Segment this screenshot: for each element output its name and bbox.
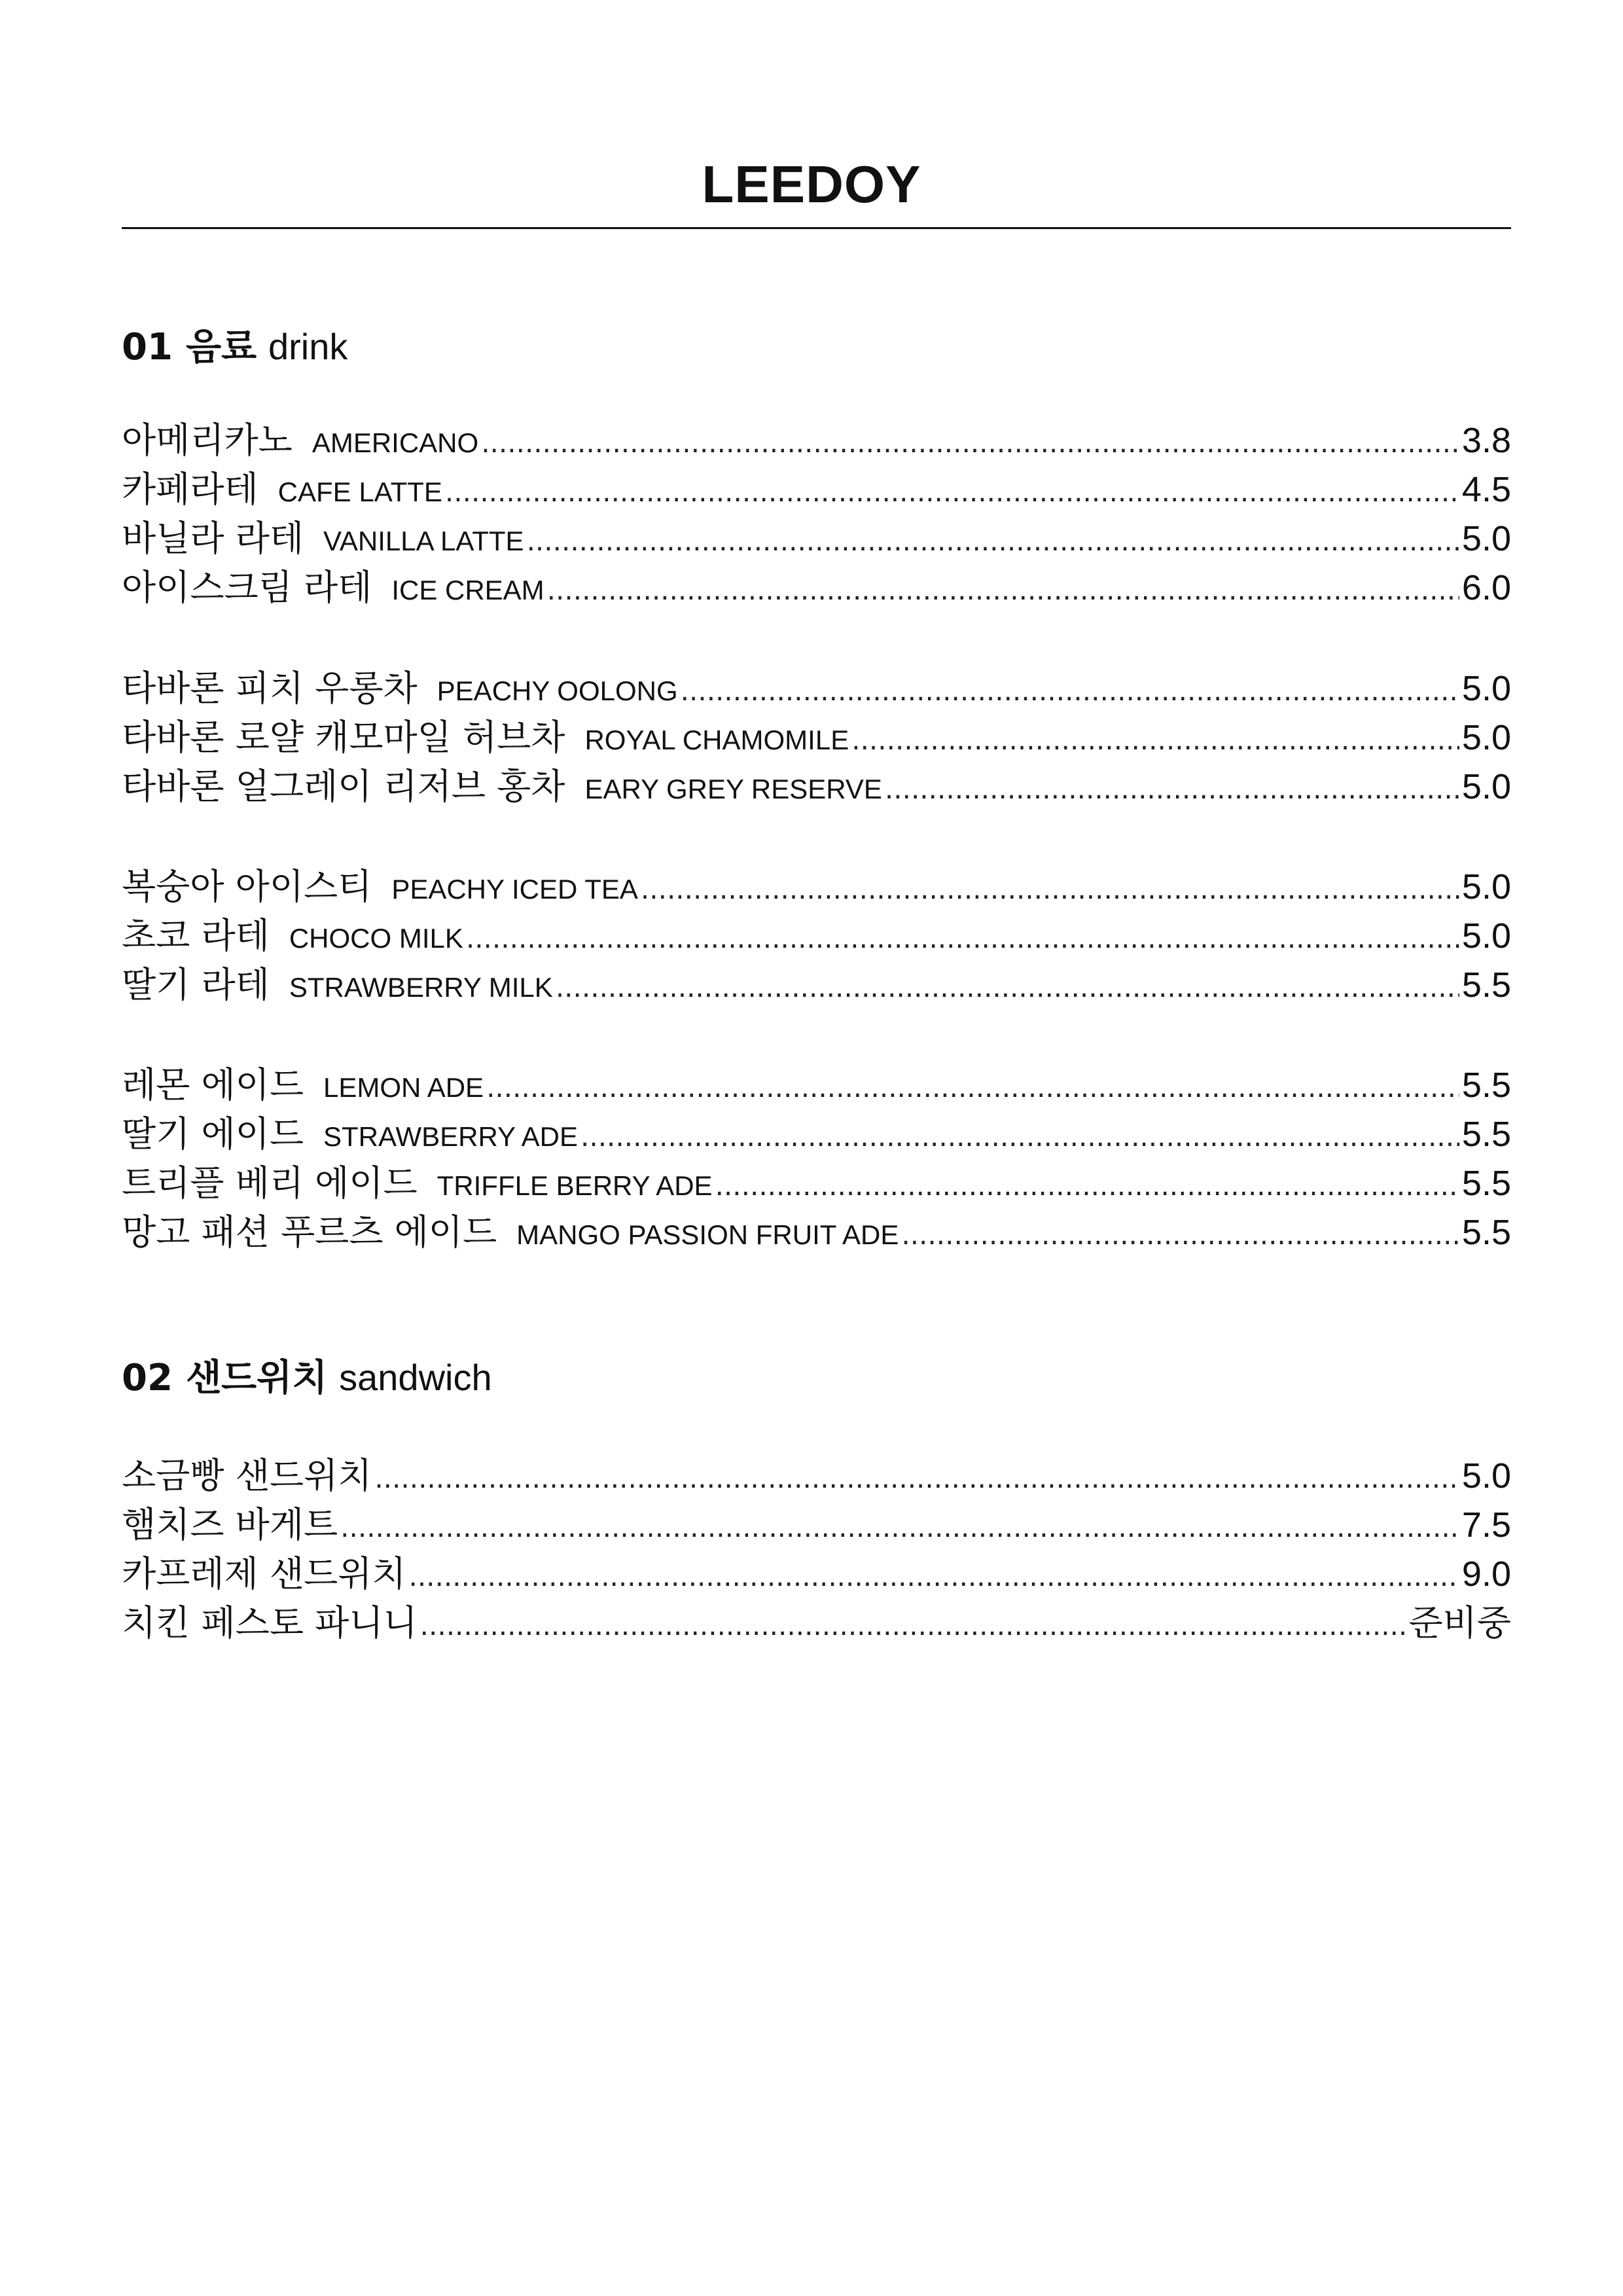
item-name-en: STRAWBERRY ADE bbox=[323, 1121, 578, 1152]
menu-item bbox=[122, 563, 1511, 612]
item-price: 5.0 bbox=[1461, 669, 1511, 708]
item-price: 5.5 bbox=[1461, 1115, 1511, 1154]
dot-leader bbox=[715, 1161, 1459, 1208]
item-name-ko: 소금빵 샌드위치 bbox=[122, 1455, 372, 1496]
item-name-en: PEACHY ICED TEA bbox=[391, 874, 638, 905]
menu-item bbox=[122, 514, 1511, 563]
menu-item bbox=[122, 1060, 1511, 1109]
item-name-ko: 타바론 얼그레이 리저브 홍차 bbox=[122, 766, 565, 807]
drink-group-milk bbox=[122, 862, 1511, 1009]
menu-item bbox=[122, 1451, 1511, 1500]
item-name-en: ROYAL CHAMOMILE bbox=[584, 725, 849, 755]
menu-item bbox=[122, 1598, 1511, 1647]
section-title-en: drink bbox=[268, 326, 348, 367]
item-price: 5.0 bbox=[1461, 767, 1511, 806]
item-price: 5.5 bbox=[1461, 1066, 1511, 1105]
title-divider bbox=[122, 227, 1511, 229]
dot-leader bbox=[580, 1112, 1459, 1158]
item-name-en: LEMON ADE bbox=[323, 1072, 484, 1103]
dot-leader bbox=[374, 1454, 1459, 1500]
item-price: 7.5 bbox=[1461, 1505, 1511, 1545]
item-name-ko: 카페라테 bbox=[122, 469, 259, 510]
item-price: 5.0 bbox=[1461, 718, 1511, 757]
section-number: 02 bbox=[122, 1357, 173, 1399]
item-name-ko: 트리플 베리 에이드 bbox=[122, 1162, 418, 1204]
section-title-ko: 샌드위치 bbox=[185, 1357, 328, 1399]
item-price: 5.5 bbox=[1461, 1213, 1511, 1252]
item-price: 3.8 bbox=[1461, 421, 1511, 460]
menu-item bbox=[122, 911, 1511, 960]
dot-leader bbox=[851, 715, 1459, 762]
dot-leader bbox=[481, 418, 1459, 465]
item-name-en: STRAWBERRY MILK bbox=[289, 972, 553, 1003]
item-name-en: EARY GREY RESERVE bbox=[584, 774, 882, 804]
sandwich-section bbox=[122, 1355, 1511, 1401]
drink-section-heading bbox=[122, 324, 1511, 370]
menu-item bbox=[122, 664, 1511, 713]
menu-item bbox=[122, 465, 1511, 514]
item-name-en: PEACHY OOLONG bbox=[437, 675, 678, 706]
item-name-en: ICE CREAM bbox=[391, 575, 544, 605]
dot-leader bbox=[641, 865, 1459, 911]
item-name-ko: 딸기 에이드 bbox=[122, 1113, 304, 1155]
item-price: 4.5 bbox=[1461, 470, 1511, 509]
drink-group-tea bbox=[122, 664, 1511, 811]
drink-group-coffee bbox=[122, 416, 1511, 612]
item-name-ko: 바닐라 라테 bbox=[122, 518, 304, 559]
item-price: 5.0 bbox=[1461, 916, 1511, 956]
drink-section bbox=[122, 324, 1511, 370]
menu-item bbox=[122, 1500, 1511, 1549]
item-name-ko: 레몬 에이드 bbox=[122, 1064, 304, 1105]
item-name-ko: 초코 라테 bbox=[122, 915, 270, 956]
item-name-ko: 아메리카노 bbox=[122, 420, 293, 461]
sandwich-items bbox=[122, 1451, 1511, 1647]
item-price: 5.5 bbox=[1461, 965, 1511, 1005]
dot-leader bbox=[556, 963, 1459, 1009]
dot-leader bbox=[547, 565, 1459, 612]
item-price: 5.5 bbox=[1461, 1164, 1511, 1203]
item-name-en: VANILLA LATTE bbox=[323, 526, 524, 556]
item-name-en: AMERICANO bbox=[312, 427, 479, 458]
menu-item bbox=[122, 713, 1511, 762]
sandwich-section-heading bbox=[122, 1355, 1511, 1401]
item-name-ko: 타바론 로얄 캐모마일 허브차 bbox=[122, 717, 565, 758]
dot-leader bbox=[445, 467, 1459, 514]
dot-leader bbox=[885, 764, 1459, 811]
item-name-ko: 치킨 페스토 파니니 bbox=[122, 1602, 418, 1643]
menu-item bbox=[122, 762, 1511, 811]
item-name-en: CAFE LATTE bbox=[277, 476, 442, 507]
dot-leader bbox=[527, 516, 1459, 563]
menu-item bbox=[122, 1158, 1511, 1208]
section-title-ko: 음료 bbox=[185, 326, 257, 368]
dot-leader bbox=[466, 914, 1459, 960]
item-price: 9.0 bbox=[1461, 1554, 1511, 1594]
dot-leader bbox=[486, 1063, 1459, 1109]
menu-item bbox=[122, 960, 1511, 1009]
dot-leader bbox=[420, 1601, 1406, 1647]
menu-item bbox=[122, 1208, 1511, 1257]
item-price: 5.0 bbox=[1461, 519, 1511, 558]
item-name-ko: 타바론 피치 우롱차 bbox=[122, 668, 418, 709]
menu-item bbox=[122, 1549, 1511, 1598]
item-price: 6.0 bbox=[1461, 568, 1511, 607]
item-price: 5.0 bbox=[1461, 1456, 1511, 1496]
item-name-ko: 카프레제 샌드위치 bbox=[122, 1553, 406, 1594]
menu-item bbox=[122, 1109, 1511, 1158]
menu-title: LEEDOY bbox=[702, 155, 921, 213]
item-name-en: MANGO PASSION FRUIT ADE bbox=[516, 1219, 899, 1250]
item-name-en: TRIFFLE BERRY ADE bbox=[437, 1170, 713, 1201]
section-title-en: sandwich bbox=[339, 1357, 492, 1398]
dot-leader bbox=[340, 1503, 1459, 1549]
item-name-ko: 복숭아 아이스티 bbox=[122, 866, 372, 907]
drink-group-ade bbox=[122, 1060, 1511, 1257]
dot-leader bbox=[408, 1552, 1459, 1598]
item-price: 5.0 bbox=[1461, 867, 1511, 906]
item-name-ko: 아이스크림 라테 bbox=[122, 567, 372, 608]
menu-item bbox=[122, 862, 1511, 911]
dot-leader bbox=[681, 666, 1459, 713]
item-name-ko: 딸기 라테 bbox=[122, 964, 270, 1005]
item-name-ko: 망고 패션 푸르츠 에이드 bbox=[122, 1211, 497, 1253]
section-number: 01 bbox=[122, 326, 173, 368]
dot-leader bbox=[901, 1210, 1459, 1257]
item-name-ko: 햄치즈 바게트 bbox=[122, 1504, 338, 1545]
item-name-en: CHOCO MILK bbox=[289, 923, 463, 954]
menu-item bbox=[122, 416, 1511, 465]
item-price: 준비중 bbox=[1408, 1604, 1511, 1643]
